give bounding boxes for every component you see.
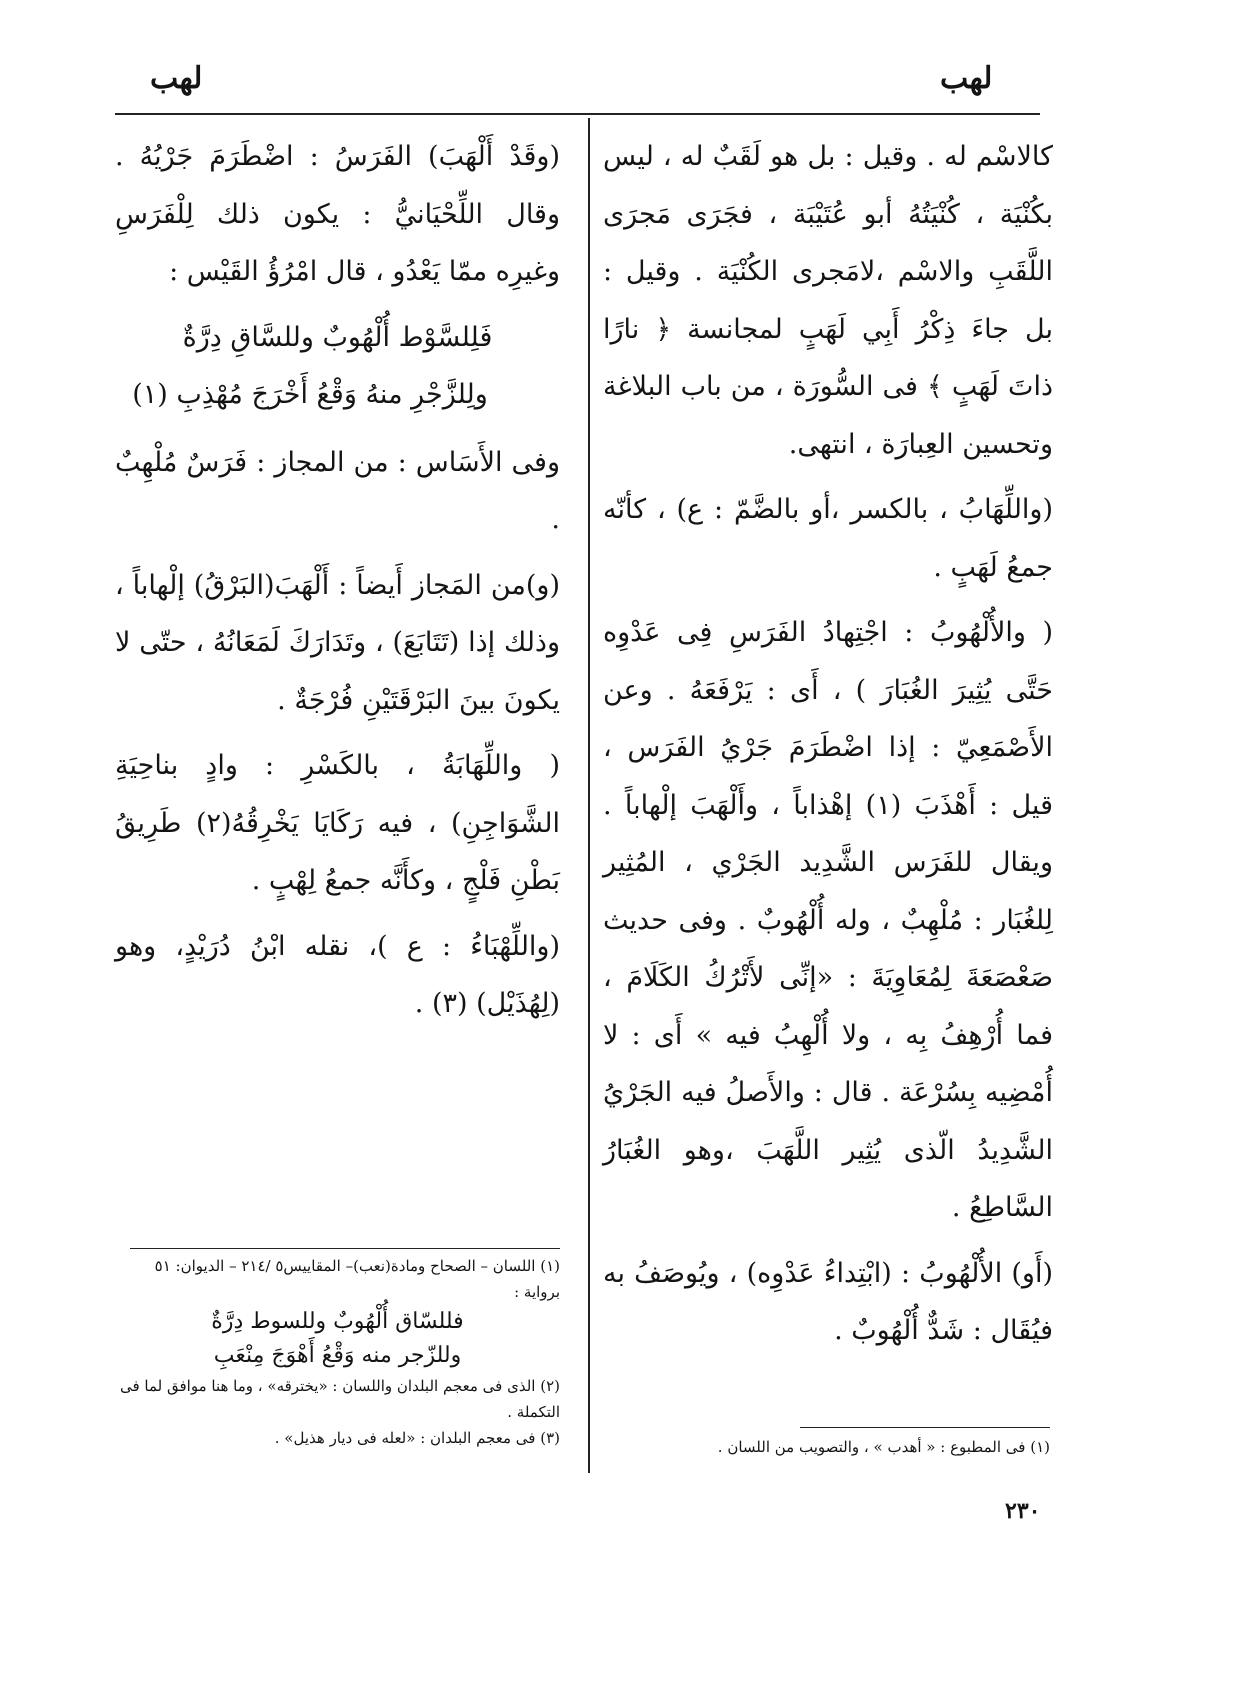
poetry-verse-second-hemistich: ولِلزَّجْرِ منهُ وَقْعُ أَخْرَجَ مُهْذِبِ (١) xyxy=(132,379,488,410)
entry-paragraph: (وقَدْ أَلْهَبَ) الفَرَسُ : اضْطَرَمَ جَرْيُهُ . وقال اللِّحْيَانيُّ : يكون ذلك لِلْفَرَسِ وغيرِه ممّا يَعْدُو ، قال امْرُؤُ القَيْس : xyxy=(115,141,560,287)
footnote-verse: فللسّاق أُلْهُوبٌ وللسوط دِرَّةٌ xyxy=(211,1309,464,1334)
footnote: (٢) الذى فى معجم البلدان واللسان : «يخترقه» ، وما هنا موافق لما فى التكملة . xyxy=(119,1377,560,1421)
running-header-left: لهب xyxy=(150,61,203,96)
footnotes-left xyxy=(115,1253,560,1451)
footnote: (١) اللسان – الصحاح ومادة(نعب)– المقاييس٥ /٢١٤ – الديوان: ٥١ برواية : xyxy=(154,1257,560,1301)
entry-paragraph: (أَو) الأُلْهُوبُ : (ابْتِداءُ عَدْوِه) ، ويُوصَفُ به فيُقَال : شَدٌّ أُلْهُوبٌ . xyxy=(603,1257,1053,1346)
entry-paragraph: كالاسْم له . وقيل : بل هو لَقَبٌ له ، ليس بكُنْيَة ، كُنْيَتُهُ أبو عُتَيْبَة ، فجَرَى مَجرَى اللَّقَبِ والاسْم ،لامَجرى الكُنْيَة . وقيل : بل جاءَ ذِكْرُ أَبِي لَهَبٍ لمجانسة ﴿ نارًا ذاتَ لَهَبٍ ﴾ فى السُّورَة ، من باب البلاغة وتحسين العِبارَة ، انتهى. xyxy=(603,141,1053,460)
entry-paragraph: (و)من المَجاز أَيضاً : أَلْهَبَ(البَرْقُ) إلْهاباً ، وذلك إذا (تَتَابَعَ) ، وتَدَارَكَ لَمَعَانُهُ ، حتّى لا يكونَ بينَ البَرْقَتَيْنِ فُرْجَةٌ . xyxy=(115,569,560,716)
footnote-rule-right xyxy=(800,1427,1050,1428)
entry-paragraph: ( والأُلْهُوبُ : اجْتِهادُ الفَرَسِ فِى عَدْوِه حَتَّى يُثِيرَ الغُبَارَ ) ، أَى : يَرْفَعَهُ . وعن الأَصْمَعِيّ : إذا اضْطَرَمَ جَرْيُ الفَرَس ، قيل : أَهْذَبَ (١) إهْذاباً ، وأَلْهَبَ إلْهاباً . ويقال للفَرَس الشَّدِيد الجَرْي ، المُثِير لِلغُبَار : مُلْهِبٌ ، وله أُلْهُوبٌ . وفى حديث صَعْصَعَةَ لِمُعَاوِيَةَ : «إنِّى لأَتْرُكُ الكَلَامَ ، فما أُرْهِفُ بِه ، ولا أُلْهِبُ فيه » أَى : لا أُمْضِيه بِسُرْعَة . قال : والأَصلُ فيه الجَرْيُ الشَّدِيدُ الّذى يُثِير اللَّهَبَ ،وهو الغُبَارُ السَّاطِعُ . xyxy=(603,617,1053,1223)
left-column xyxy=(115,128,560,1041)
footnote-verse: وللزّجر منه وَقْعُ أَهْوَجَ مِنْعَبِ xyxy=(213,1343,462,1368)
poetry-verse-first-hemistich: فَلِلسَّوْط أُلْهُوبٌ وللسَّاقِ دِرَّةٌ xyxy=(182,321,493,353)
entry-paragraph: (واللِّهَابُ ، بالكسر ،أو بالضَّمّ : ع) ، كأنّه جمعُ لَهَبٍ . xyxy=(603,494,1053,583)
footnote: (٣) فى معجم البلدان : «لعله فى ديار هذيل» . xyxy=(274,1429,560,1447)
footnote: (١) فى المطبوع : « أهدب » ، والتصويب من اللسان . xyxy=(717,1438,1050,1456)
running-header-right: لهب xyxy=(940,61,993,96)
right-column xyxy=(603,128,1053,1368)
entry-paragraph: ( واللِّهَابَةُ ، بالكَسْرِ : وادٍ بناحِيَةِ الشَّوَاجِنِ) ، فيه رَكَايَا يَخْرِقُهُ(٢) طَرِيقُ بَطْنِ فَلْجٍ ، وكأَنَّه جمعُ لِهْبٍ . xyxy=(115,750,560,896)
page-number: ٢٣٠ xyxy=(1005,1498,1041,1524)
entry-paragraph: وفى الأَسَاس : من المجاز : فَرَسٌ مُلْهِبٌ . xyxy=(115,446,560,535)
entry-paragraph: (واللِّهْبَاءُ : ع )، نقله ابْنُ دُرَيْدٍ، وهو (لِهُذَيْل) (٣) . xyxy=(115,930,560,1019)
footnotes-right xyxy=(605,1434,1050,1460)
header-rule xyxy=(115,113,1040,115)
column-divider xyxy=(588,118,590,1473)
footnote-rule-left xyxy=(130,1248,560,1249)
